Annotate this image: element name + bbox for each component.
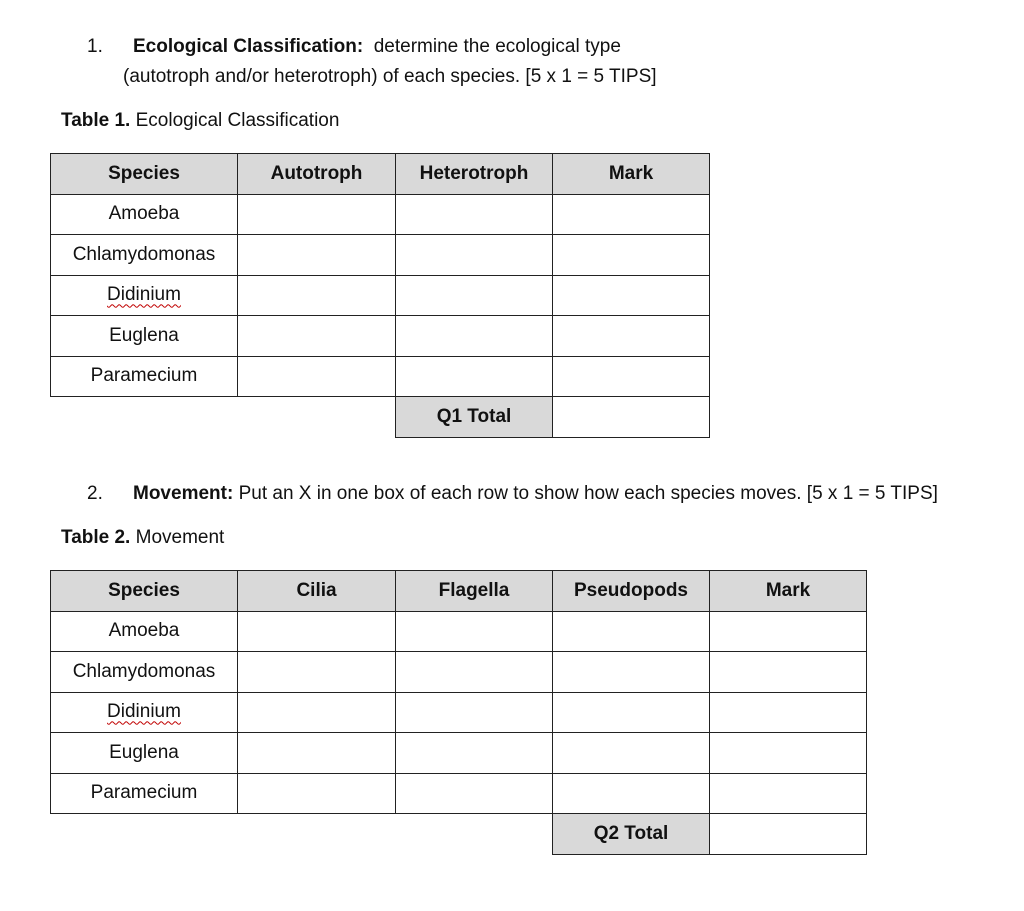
pseudopods-cell[interactable] <box>553 652 710 693</box>
table-1-total-row <box>51 397 710 438</box>
species-cell: Amoeba <box>51 194 238 235</box>
autotroph-cell[interactable] <box>238 235 396 276</box>
table-2-header-species: Species <box>51 571 238 612</box>
cilia-cell[interactable] <box>238 652 396 693</box>
mark-cell[interactable] <box>710 733 867 774</box>
blank-cell <box>51 397 238 438</box>
cilia-cell[interactable] <box>238 611 396 652</box>
flagella-cell[interactable] <box>396 611 553 652</box>
mark-cell[interactable] <box>553 235 710 276</box>
cilia-cell[interactable] <box>238 773 396 814</box>
question-2-title: Movement: <box>133 483 234 504</box>
autotroph-cell[interactable] <box>238 356 396 397</box>
species-cell <box>51 692 238 733</box>
table-row <box>51 275 710 316</box>
flagella-cell[interactable] <box>396 733 553 774</box>
blank-cell <box>51 814 238 855</box>
table-2-header-cilia: Cilia <box>238 571 396 612</box>
question-2-line <box>87 483 938 505</box>
table-row <box>51 773 867 814</box>
mark-cell[interactable] <box>553 316 710 357</box>
species-cell: Amoeba <box>51 611 238 652</box>
mark-cell[interactable] <box>710 611 867 652</box>
q1-total-value-cell[interactable] <box>553 397 710 438</box>
mark-cell[interactable] <box>553 194 710 235</box>
table-row <box>51 652 867 693</box>
table-row <box>51 235 710 276</box>
table-row <box>51 692 867 733</box>
table-2-total-row <box>51 814 867 855</box>
table-1-header-autotroph: Autotroph <box>238 154 396 195</box>
table-1-ecological-classification <box>50 153 710 438</box>
cilia-cell[interactable] <box>238 692 396 733</box>
autotroph-cell[interactable] <box>238 194 396 235</box>
species-cell: Paramecium <box>51 356 238 397</box>
mark-cell[interactable] <box>553 356 710 397</box>
pseudopods-cell[interactable] <box>553 692 710 733</box>
table-2-caption-label: Table 2. <box>61 527 131 548</box>
heterotroph-cell[interactable] <box>396 235 553 276</box>
mark-cell[interactable] <box>553 275 710 316</box>
heterotroph-cell[interactable] <box>396 316 553 357</box>
question-2-text: Put an X in one box of each row to show how each species moves. [5 x 1 = 5 TIPS] <box>238 483 938 504</box>
table-2-header-row <box>51 571 867 612</box>
table-1-header-mark: Mark <box>553 154 710 195</box>
species-cell: Chlamydomonas <box>51 235 238 276</box>
q2-total-label: Q2 Total <box>553 814 710 855</box>
autotroph-cell[interactable] <box>238 316 396 357</box>
flagella-cell[interactable] <box>396 652 553 693</box>
table-1-header-row <box>51 154 710 195</box>
heterotroph-cell[interactable] <box>396 356 553 397</box>
mark-cell[interactable] <box>710 652 867 693</box>
table-1-header-heterotroph: Heterotroph <box>396 154 553 195</box>
heterotroph-cell[interactable] <box>396 275 553 316</box>
pseudopods-cell[interactable] <box>553 611 710 652</box>
question-2-number: 2. <box>87 483 103 504</box>
mark-cell[interactable] <box>710 692 867 733</box>
table-2-header-flagella: Flagella <box>396 571 553 612</box>
question-1-line-1 <box>87 36 621 58</box>
table-row <box>51 611 867 652</box>
blank-cell <box>238 397 396 438</box>
table-2-caption-text: Movement <box>135 527 225 548</box>
species-cell <box>51 275 238 316</box>
table-2-caption <box>61 527 224 549</box>
species-cell: Paramecium <box>51 773 238 814</box>
flagella-cell[interactable] <box>396 692 553 733</box>
species-name-spellcheck: Didinium <box>107 284 181 306</box>
question-1-title: Ecological Classification: <box>133 36 364 57</box>
table-1-caption <box>61 110 339 132</box>
cilia-cell[interactable] <box>238 733 396 774</box>
question-1-number: 1. <box>87 36 103 57</box>
table-row <box>51 194 710 235</box>
table-row <box>51 316 710 357</box>
pseudopods-cell[interactable] <box>553 733 710 774</box>
species-cell: Euglena <box>51 733 238 774</box>
blank-cell <box>396 814 553 855</box>
table-2-movement <box>50 570 867 855</box>
question-1-text: determine the ecological type <box>373 36 621 57</box>
species-cell: Euglena <box>51 316 238 357</box>
pseudopods-cell[interactable] <box>553 773 710 814</box>
table-2-header-pseudopods: Pseudopods <box>553 571 710 612</box>
table-1-caption-text: Ecological Classification <box>135 110 340 131</box>
flagella-cell[interactable] <box>396 773 553 814</box>
blank-cell <box>238 814 396 855</box>
table-row <box>51 356 710 397</box>
table-1-caption-label: Table 1. <box>61 110 131 131</box>
species-cell: Chlamydomonas <box>51 652 238 693</box>
table-2-header-mark: Mark <box>710 571 867 612</box>
autotroph-cell[interactable] <box>238 275 396 316</box>
q1-total-label: Q1 Total <box>396 397 553 438</box>
table-1-header-species: Species <box>51 154 238 195</box>
species-name-spellcheck: Didinium <box>107 701 181 723</box>
question-1-line-2: (autotroph and/or heterotroph) of each species. [5 x 1 = 5 TIPS] <box>123 66 657 87</box>
q2-total-value-cell[interactable] <box>710 814 867 855</box>
heterotroph-cell[interactable] <box>396 194 553 235</box>
table-row <box>51 733 867 774</box>
mark-cell[interactable] <box>710 773 867 814</box>
